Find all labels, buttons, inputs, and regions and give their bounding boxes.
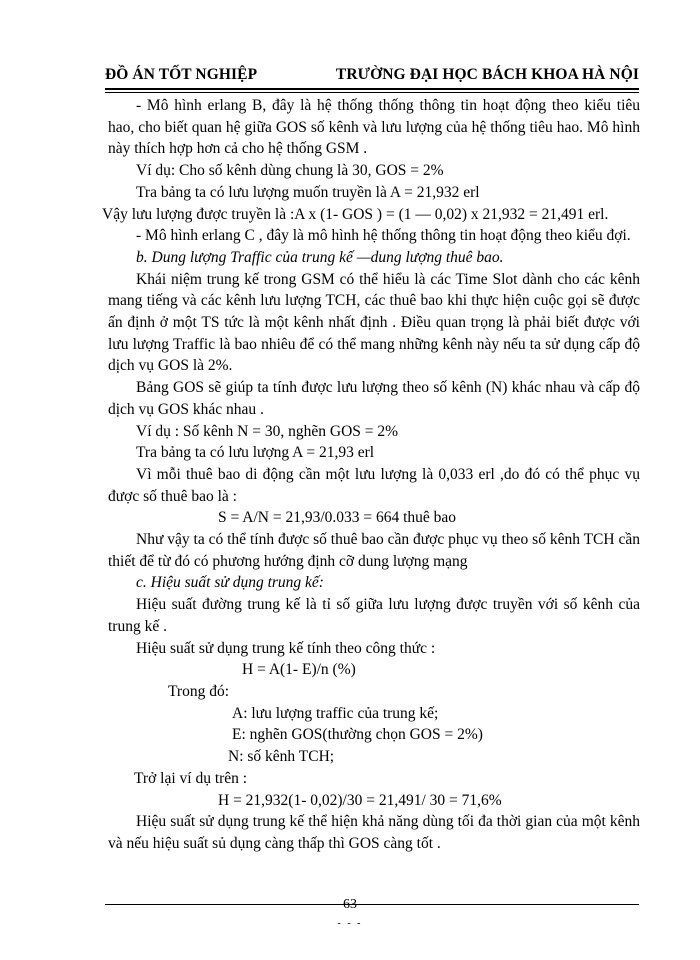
paragraph-trunk-efficiency: Hiệu suất đường trung kế là tỉ số giữa lưu lượng được truyền với số kênh của trung kế . — [108, 596, 640, 635]
definition-n: N: số kênh TCH; — [228, 748, 335, 766]
where-label: Trong đó: — [168, 682, 230, 700]
paragraph-trunk-concept: Khái niệm trung kế trong GSM có thể hiểu là các Time Slot dành cho các kênh mang tiếng và các kênh lưu lượng TCH, các thuê bao khi thực hiện cuộc gọi sẽ được ấn định ở một TS tức là một kênh nhất định . Điều quan trọng là phải biết được với lưu lượng Traffic là bao nhiêu để có thể mang những kênh này nếu ta sử dụng cấp độ dịch vụ GOS là 2%. — [108, 270, 640, 375]
paragraph-subscriber-traffic: Vì mỗi thuê bao di động cần một lưu lượng là 0,033 erl ,do đó có thể phục vụ được số thuê bao là : — [108, 465, 640, 505]
paragraph-erlang-b: - Mô hình erlang B, đây là hệ thống thống thông tin hoạt động theo kiểu tiêu hao, cho biết quan hệ giữa GOS số kênh và lưu lượng của hệ thống tiêu hao. Mô hình này thích hợp hơn cả cho hệ thống GSM . — [108, 97, 640, 158]
header-divider — [105, 92, 639, 93]
header-university-name: TRƯỜNG ĐẠI HỌC BÁCH KHOA HÀ NỘI — [335, 66, 639, 83]
traffic-result-line: Vậy lưu lượng được truyền là :A x (1- GOS ) = (1 — 0,02) x 21,932 = 21,491 erl. — [102, 205, 609, 223]
lookup-line: Tra bảng ta có lưu lượng muốn truyền là A = 21,932 erl — [136, 183, 480, 201]
footer-dots: - - - — [337, 918, 363, 929]
formula-efficiency-result: H = 21,932(1- 0,02)/30 = 21,491/ 30 = 71,6% — [218, 791, 502, 809]
paragraph-efficiency-conclusion: Hiệu suất sử dụng trung kế thể hiện khả năng dùng tối đa thời gian của một kênh và nếu hiệu suất sủ dụng càng thấp thì GOS càng tốt . — [108, 813, 640, 852]
definition-e: E: nghẽn GOS(thường chọn GOS = 2%) — [232, 726, 483, 744]
page-number: 63 — [343, 897, 357, 912]
section-heading-c: c. Hiệu suất sử dụng trung kế: — [136, 574, 324, 592]
example-line-2: Ví dụ : Số kênh N = 30, nghẽn GOS = 2% — [136, 422, 399, 440]
example-line: Ví dụ: Cho số kênh dùng chung là 30, GOS = 2% — [136, 162, 444, 180]
section-heading-b: b. Dung lượng Traffic của trung kế —dung lượng thuê bao. — [136, 248, 504, 266]
paragraph-gos-table: Bảng GOS sẽ giúp ta tính được lưu lượng theo số kênh (N) khác nhau và cấp độ dịch vụ GOS khác nhau . — [108, 379, 640, 418]
document-body — [102, 95, 640, 855]
definition-a: A: lưu lượng traffic của trung kế; — [232, 704, 439, 722]
header-thesis-title: ĐỒ ÁN TỐT NGHIỆP — [105, 66, 258, 83]
page-header — [105, 66, 639, 90]
formula-subscribers: S = A/N = 21,93/0.033 = 664 thuê bao — [218, 509, 457, 527]
paragraph-dimensioning: Như vậy ta có thể tính được số thuê bao cần được phục vụ theo số kênh TCH cần thiết để từ đó có phương hướng định cỡ dung lượng mạng — [108, 531, 640, 570]
back-to-example: Trở lại ví dụ trên : — [134, 769, 248, 787]
formula-efficiency: H = A(1- E)/n (%) — [242, 661, 356, 679]
formula-intro: Hiệu suất sử dụng trung kế tính theo công thức : — [136, 639, 436, 657]
paragraph-erlang-c: - Mô hình erlang C , đây là mô hình hệ thống thông tin hoạt động theo kiểu đợi. — [136, 227, 631, 245]
lookup-line-2: Tra bảng ta có lưu lượng A = 21,93 erl — [136, 444, 375, 462]
